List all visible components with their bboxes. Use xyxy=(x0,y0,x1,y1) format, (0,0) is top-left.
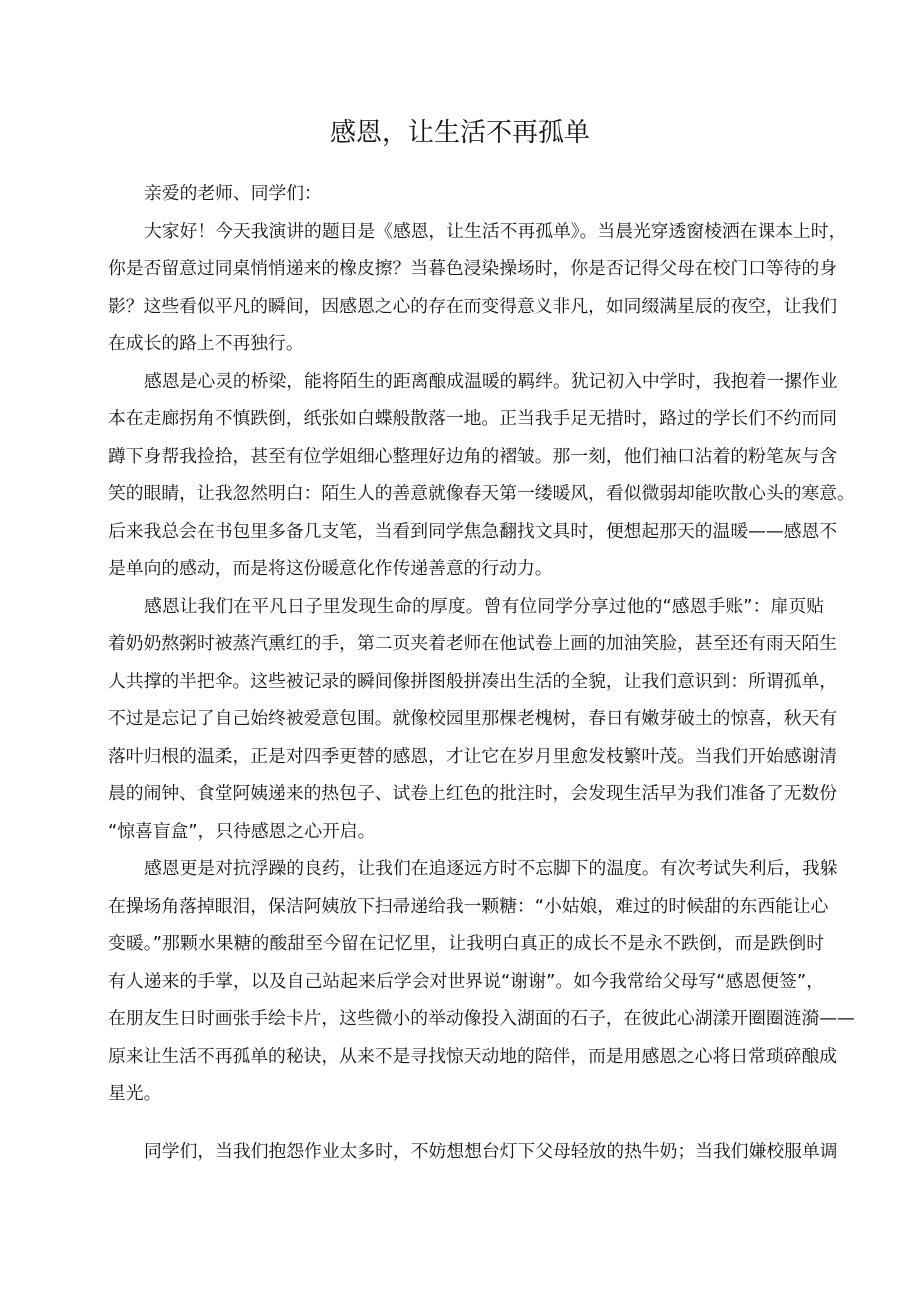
text-line: 在朋友生日时画张手绘卡片，这些微小的举动像投入湖面的石子，在彼此心湖漾开圈圈涟漪—— xyxy=(108,1008,855,1029)
document-body xyxy=(108,175,855,1170)
text-line: 变暖。”那颗水果糖的酸甜至今留在记忆里，让我明白真正的成长不是永不跌倒，而是跌倒时 xyxy=(108,933,824,954)
document-title: 感恩，让生活不再孤单 xyxy=(329,118,590,148)
text-line: 原来让生活不再孤单的秘诀，从来不是寻找惊天动地的陪伴，而是用感恩之心将日常琐碎酿成 xyxy=(108,1045,838,1067)
text-line: 感恩让我们在平凡日子里发现生命的厚度。曾有位同学分享过他的“感恩手账”：扉页贴 xyxy=(144,595,824,617)
text-line: 星光。 xyxy=(108,1083,162,1104)
text-line: 在操场角落掉眼泪，保洁阿姨放下扫帚递给我一颗糖：“小姑娘，难过的时候甜的东西能让心 xyxy=(108,895,829,917)
text-line: 你是否留意过同桌悄悄递来的橡皮擦？当暮色浸染操场时，你是否记得父母在校门口等待的身 xyxy=(108,258,838,279)
text-line: 亲爱的老师、同学们： xyxy=(144,183,322,204)
text-line: 着奶奶熬粥时被蒸汽熏红的手，第二页夹着老师在他试卷上画的加油笑脸，甚至还有雨天陌生 xyxy=(108,633,838,654)
text-line: “惊喜盲盒”，只待感恩之心开启。 xyxy=(108,820,376,842)
paragraph xyxy=(108,175,824,213)
text-line: 后来我总会在书包里多备几支笔，当看到同学焦急翻找文具时，便想起那天的温暖——感恩不 xyxy=(108,520,838,542)
text-line: 在成长的路上不再独行。 xyxy=(108,333,304,354)
paragraph xyxy=(108,588,838,851)
paragraph xyxy=(108,363,855,588)
text-line: 感恩更是对抗浮躁的良药，让我们在追逐远方时不忘脚下的温度。有次考试失利后，我躲 xyxy=(144,858,838,879)
text-line: 不过是忘记了自己始终被爱意包围。就像校园里那棵老槐树，春日有嫩芽破土的惊喜，秋天有 xyxy=(108,708,838,729)
paragraph xyxy=(108,1133,838,1171)
text-line: 本在走廊拐角不慎跌倒，纸张如白蝶般散落一地。正当我手足无措时，路过的学长们不约而同 xyxy=(108,408,838,429)
paragraph-gap xyxy=(108,1113,824,1133)
text-line: 是单向的感动，而是将这份暖意化作传递善意的行动力。 xyxy=(108,558,553,579)
text-line: 人共撑的半把伞。这些被记录的瞬间像拼图般拼凑出生活的全貌，让我们意识到：所谓孤单， xyxy=(108,670,838,692)
paragraph xyxy=(108,213,847,363)
text-line: 有人递来的手掌，以及自己站起来后学会对世界说“谢谢”。如今我常给父母写“感恩便签”， xyxy=(108,970,824,992)
text-line: 影？这些看似平凡的瞬间，因感恩之心的存在而变得意义非凡，如同缀满星辰的夜空，让我们 xyxy=(108,295,838,317)
text-line: 晨的闹钟、食堂阿姨递来的热包子、试卷上红色的批注时，会发现生活早为我们准备了无数份 xyxy=(108,783,838,804)
text-line: 大家好！今天我演讲的题目是《感恩，让生活不再孤单》。当晨光穿透窗棱洒在课本上时， xyxy=(144,220,847,242)
text-line: 落叶归根的温柔，正是对四季更替的感恩，才让它在岁月里愈发枝繁叶茂。当我们开始感谢清 xyxy=(108,745,838,767)
text-line: 同学们，当我们抱怨作业太多时，不妨想想台灯下父母轻放的热牛奶；当我们嫌校服单调 xyxy=(144,1140,838,1162)
paragraph xyxy=(108,850,855,1113)
text-line: 笑的眼睛，让我忽然明白：陌生人的善意就像春天第一缕暖风，看似微弱却能吹散心头的寒意。 xyxy=(108,483,855,504)
text-line: 感恩是心灵的桥梁，能将陌生的距离酿成温暖的羁绊。犹记初入中学时，我抱着一摞作业 xyxy=(144,370,838,392)
text-line: 蹲下身帮我捡拾，甚至有位学姐细心整理好边角的褶皱。那一刻，他们袖口沾着的粉笔灰与含 xyxy=(108,445,838,467)
